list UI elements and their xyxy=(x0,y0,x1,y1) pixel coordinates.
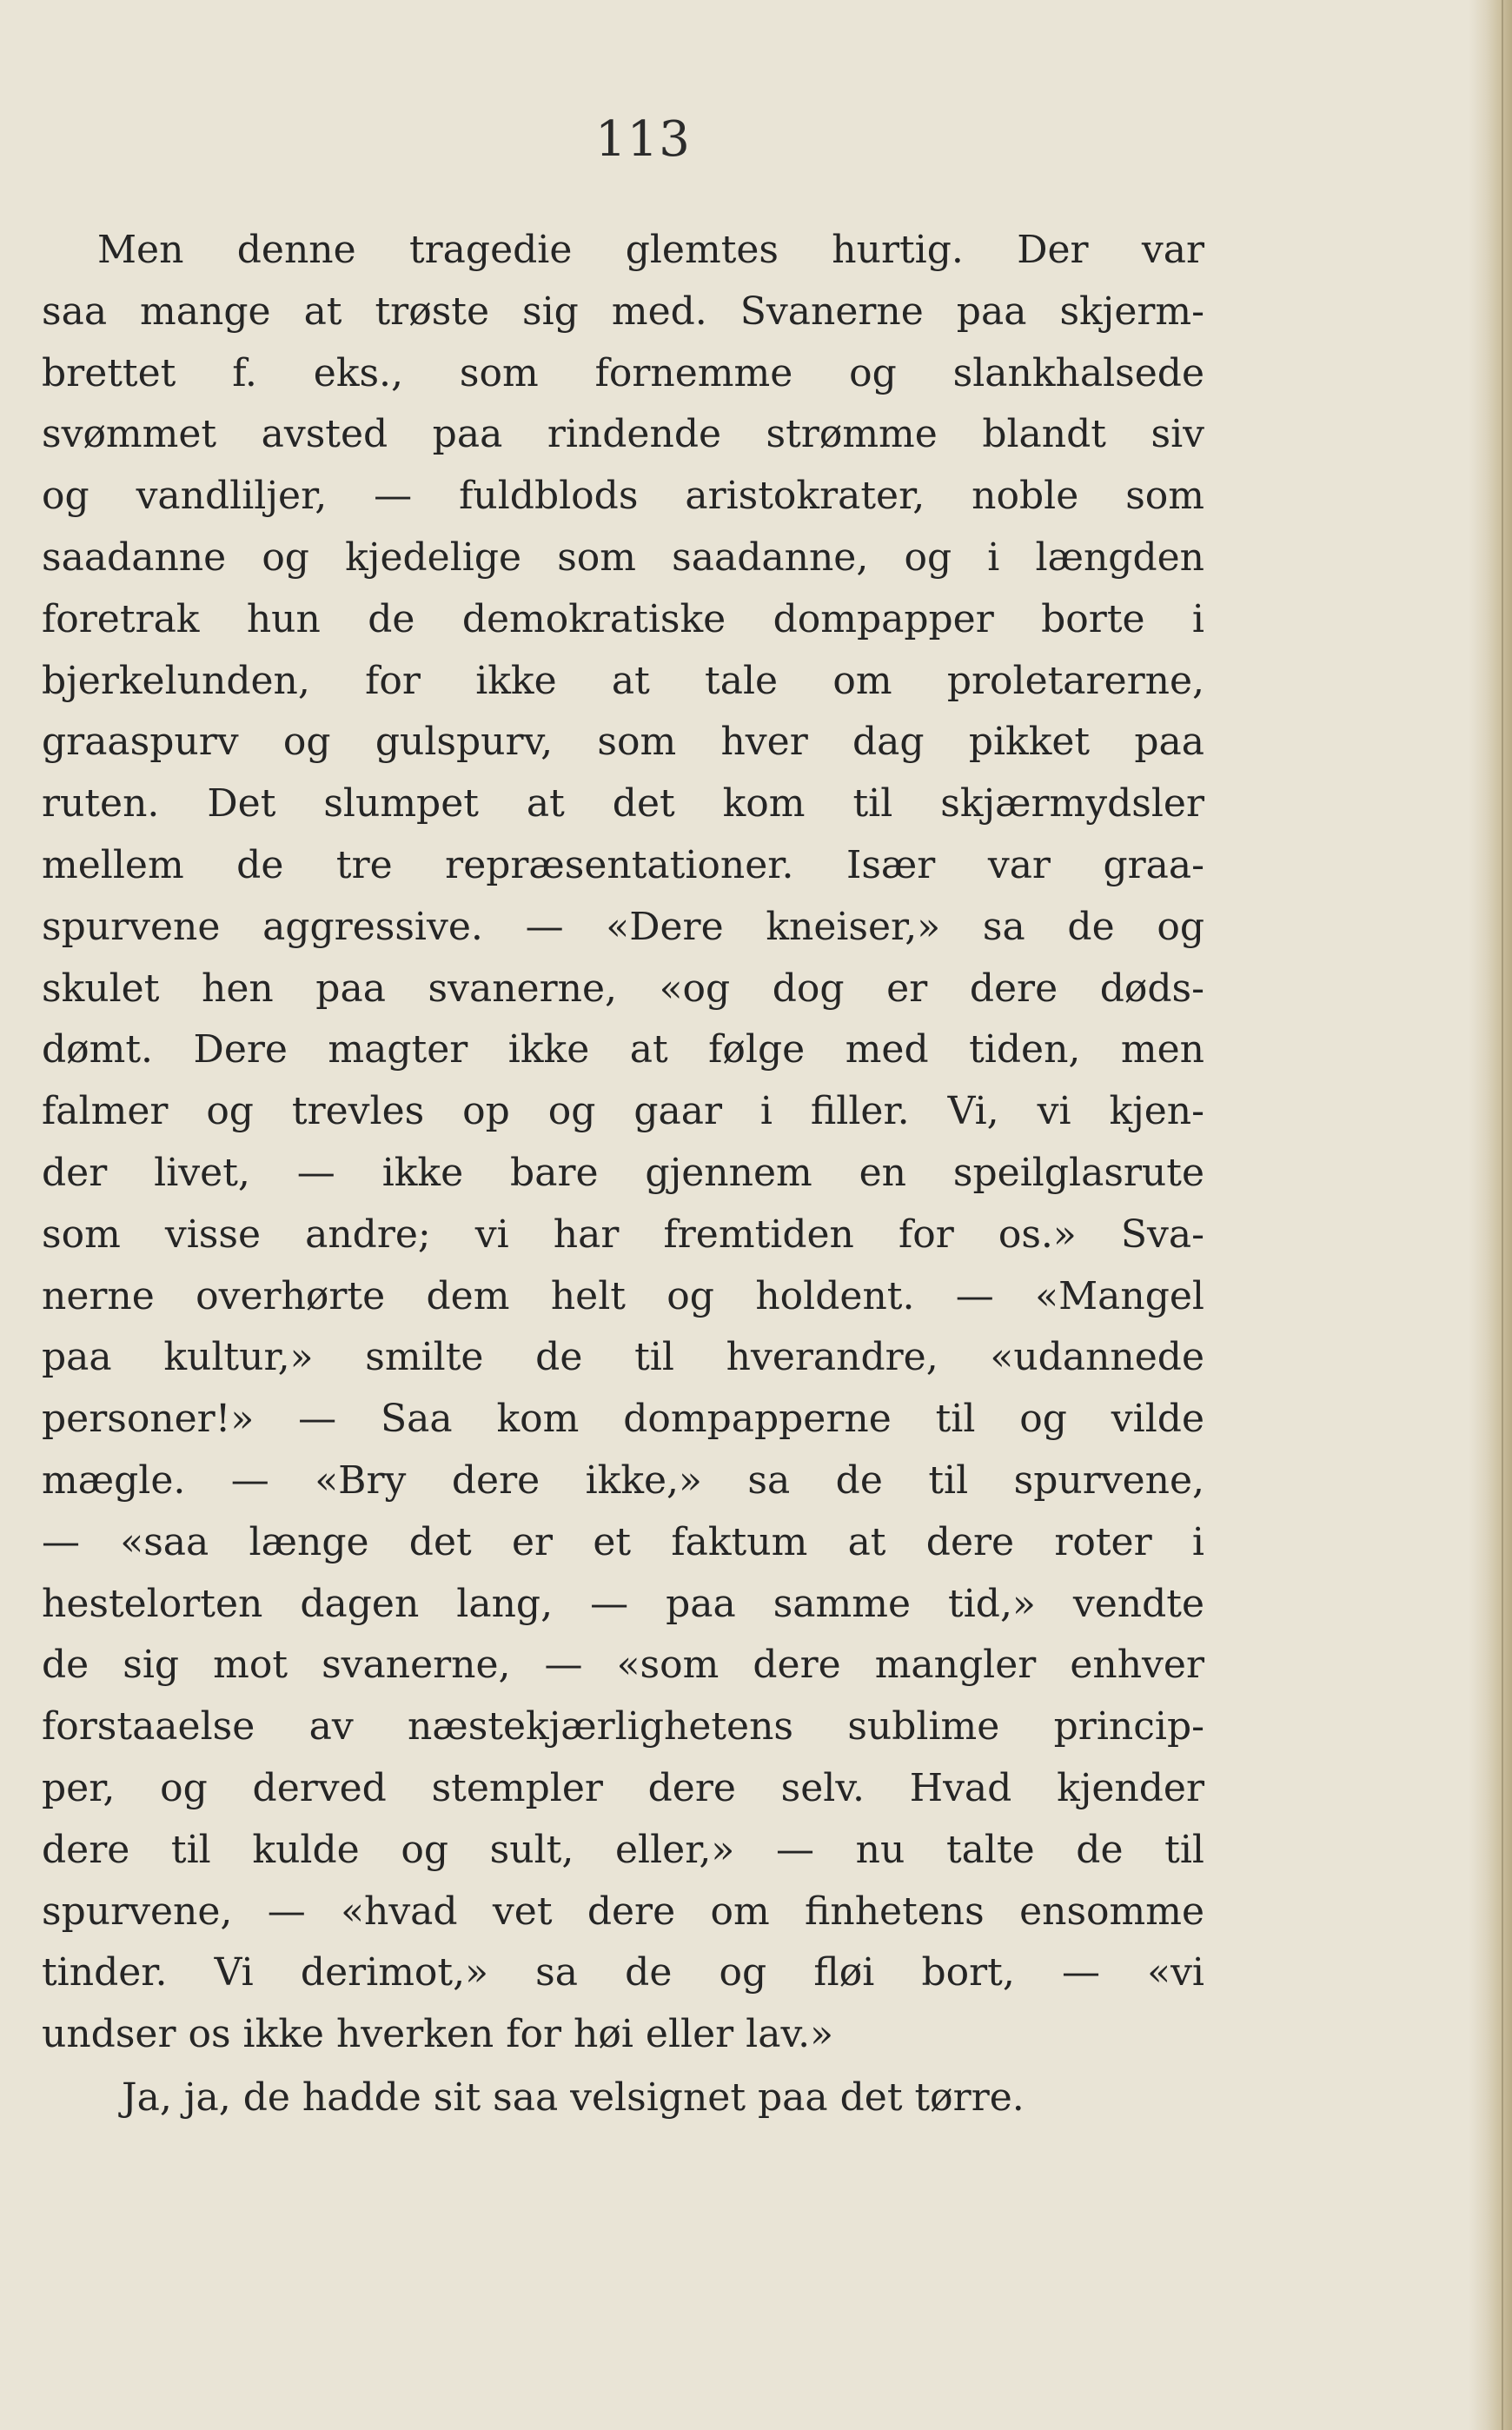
text-line: forstaaelse av næstekjærlighetens sublime princip- xyxy=(42,1704,1204,1749)
text-line: falmer og trevles op og gaar i filler. Vi, vi kjen- xyxy=(42,1089,1204,1134)
text-line: og vandliljer, — fuldblods aristokrater, noble som xyxy=(42,474,1204,519)
text-line: dømt. Dere magter ikke at følge med tiden, men xyxy=(42,1027,1204,1072)
text-line: ruten. Det slumpet at det kom til skjærmydsler xyxy=(42,781,1204,827)
page-edge xyxy=(1469,0,1512,2430)
text-line: mellem de tre repræsentationer. Især var graa- xyxy=(42,842,1204,887)
text-line: dere til kulde og sult, eller,» — nu talte de til xyxy=(42,1827,1204,1872)
text-line: spurvene, — «hvad vet dere om finhetens ensomme xyxy=(42,1889,1204,1934)
text-line: personer!» — Saa kom dompapperne til og vilde xyxy=(42,1397,1204,1442)
text-line: undser os ikke hverken for høi eller lav.» xyxy=(42,2012,834,2057)
text-line: paa kultur,» smilte de til hverandre, «udannede xyxy=(42,1335,1204,1380)
text-line: svømmet avsted paa rindende strømme blandt siv xyxy=(42,412,1204,457)
page-edge-line xyxy=(1502,0,1503,2430)
text-line: nerne overhørte dem helt og holdent. — «Mangel xyxy=(42,1273,1204,1318)
page-number: 113 xyxy=(595,111,691,168)
closing-paragraph-line: Ja, ja, de hadde sit saa velsignet paa det tørre. xyxy=(122,2075,1025,2120)
text-line: foretrak hun de demokratiske dompapper borte i xyxy=(42,596,1204,641)
text-line: — «saa længe det er et faktum at dere roter i xyxy=(42,1519,1204,1564)
text-line: graaspurv og gulspurv, som hver dag pikket paa xyxy=(42,720,1204,765)
text-line: spurvene aggressive. — «Dere kneiser,» sa de og xyxy=(42,904,1204,949)
text-line: saa mange at trøste sig med. Svanerne paa skjerm- xyxy=(42,289,1204,334)
text-line: mægle. — «Bry dere ikke,» sa de til spurvene, xyxy=(42,1457,1204,1503)
text-line: per, og derved stempler dere selv. Hvad kjender xyxy=(42,1765,1204,1810)
text-line: de sig mot svanerne, — «som dere mangler enhver xyxy=(42,1643,1204,1688)
text-line: der livet, — ikke bare gjennem en speilglasrute xyxy=(42,1150,1204,1195)
text-line: bjerkelunden, for ikke at tale om proletarerne, xyxy=(42,658,1204,703)
text-line: skulet hen paa svanerne, «og dog er dere døds- xyxy=(42,966,1204,1011)
text-line: Men denne tragedie glemtes hurtig. Der var xyxy=(97,228,1204,272)
body-text xyxy=(42,220,1204,2129)
text-line: saadanne og kjedelige som saadanne, og i længden xyxy=(42,534,1204,580)
text-line: hestelorten dagen lang, — paa samme tid,» vendte xyxy=(42,1581,1204,1626)
text-line: tinder. Vi derimot,» sa de og fløi bort, — «vi xyxy=(42,1950,1204,1995)
text-line: som visse andre; vi har fremtiden for os.» Sva- xyxy=(42,1212,1204,1257)
text-line: brettet f. eks., som fornemme og slankhalsede xyxy=(42,350,1204,395)
